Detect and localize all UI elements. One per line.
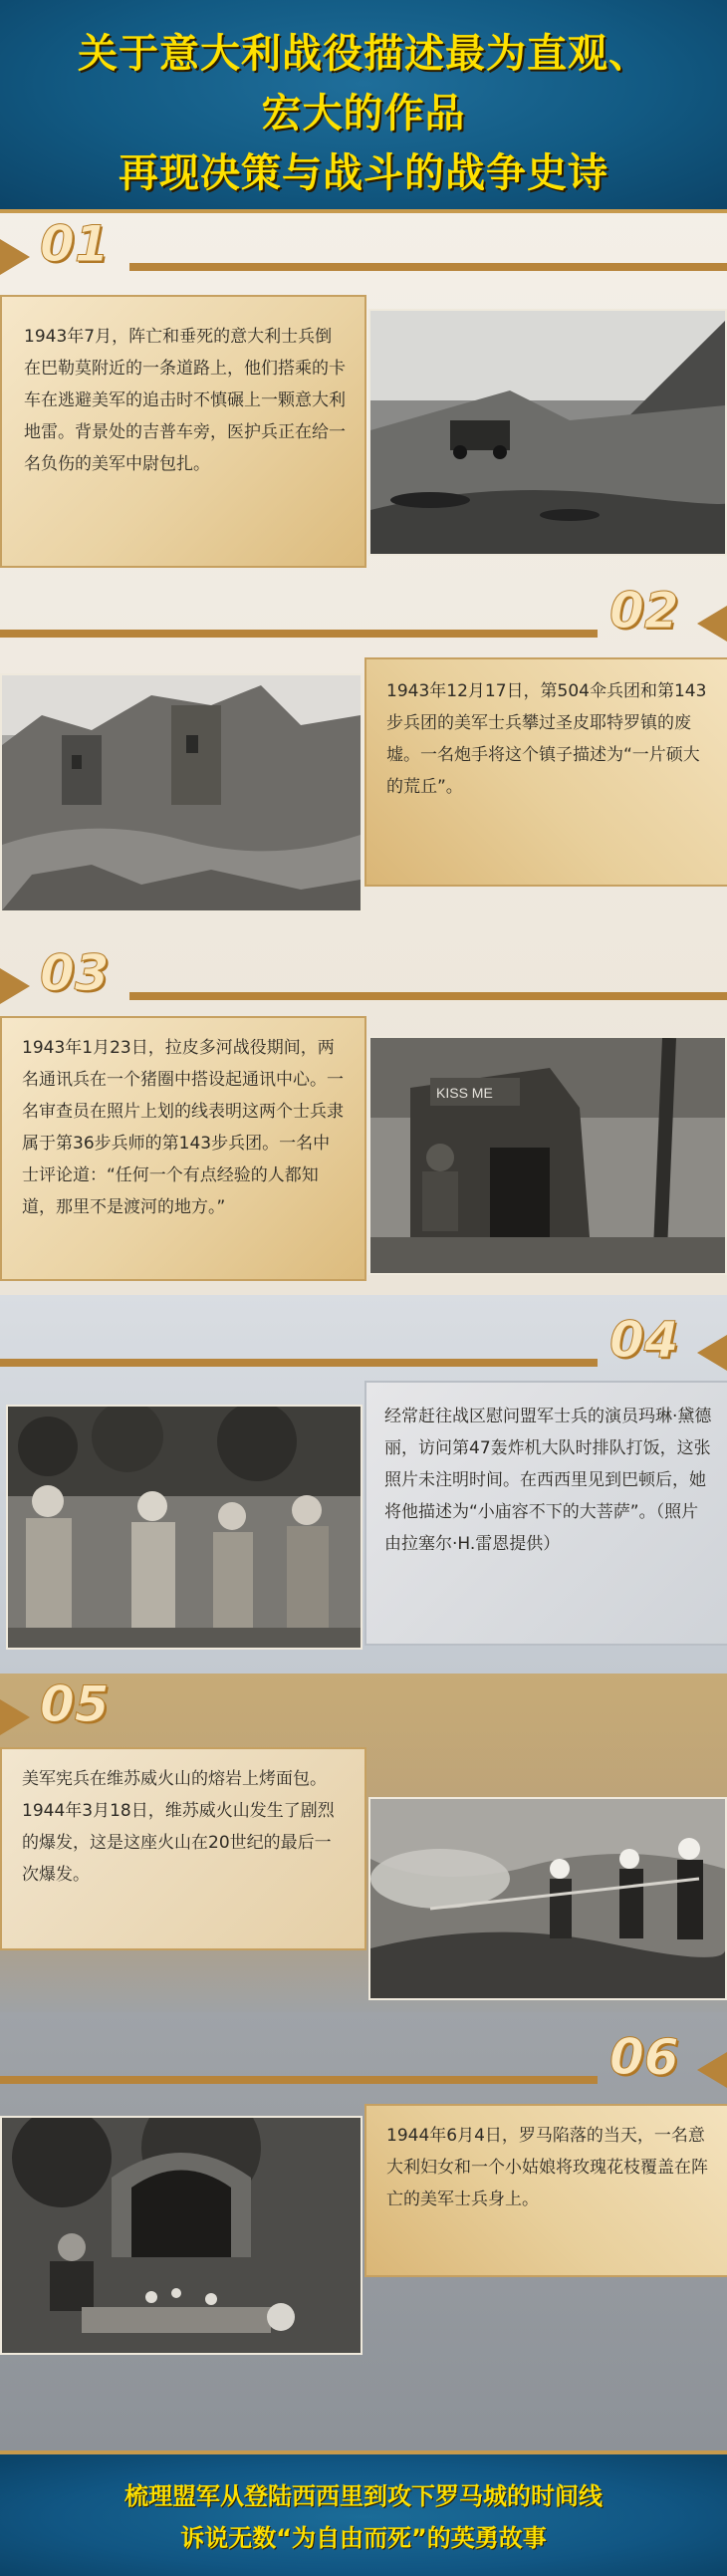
section-02-text-panel xyxy=(364,657,727,887)
section-01-tab xyxy=(0,215,727,275)
section-06-photo xyxy=(0,2116,363,2355)
title-line-2: 宏大的作品 xyxy=(261,90,466,136)
section-06-caption: 1944年6月4日，罗马陷落的当天，一名意大利妇女和一个小姑娘将玫瑰花枝覆盖在阵亡的美军士兵身上。 xyxy=(386,2126,708,2209)
title-line-3: 再现决策与战斗的战争史诗 xyxy=(119,149,608,196)
title-banner xyxy=(0,0,727,213)
section-02-tab xyxy=(0,582,727,642)
section-04-number: 04 xyxy=(609,1311,679,1369)
section-03-photo xyxy=(368,1036,727,1275)
section-05-tab xyxy=(0,1675,727,1735)
section-05-caption: 美军宪兵在维苏威火山的熔岩上烤面包。1944年3月18日，维苏威火山发生了剧烈的爆发，这是这座火山在20世纪的最后一次爆发。 xyxy=(22,1769,335,1885)
section-05-photo xyxy=(368,1797,727,2000)
section-01-caption: 1943年7月，阵亡和垂死的意大利士兵倒在巴勒莫附近的一条道路上，他们搭乘的卡车在逃避美军的追击时不慎碾上一颗意大利地雷。背景处的吉普车旁，医护兵正在给一名负伤的美军中尉包扎。 xyxy=(24,327,346,474)
section-06-text-panel xyxy=(364,2104,727,2277)
section-04-photo xyxy=(6,1405,363,1650)
section-04-tab xyxy=(0,1311,727,1371)
section-03-tab xyxy=(0,944,727,1004)
section-01-text-panel xyxy=(0,295,366,568)
footer-banner xyxy=(0,2450,727,2576)
section-02-number: 02 xyxy=(609,582,679,640)
footer-line-1: 梳理盟军从登陆西西里到攻下罗马城的时间线 xyxy=(124,2482,603,2510)
section-02-caption: 1943年12月17日，第504伞兵团和第143步兵团的美军士兵攀过圣皮耶特罗镇的废墟。一名炮手将这个镇子描述为“一片硕大的荒丘”。 xyxy=(386,681,707,797)
section-02-photo xyxy=(0,673,363,912)
title-line-1: 关于意大利战役描述最为直观、 xyxy=(78,30,649,77)
section-03-number: 03 xyxy=(40,944,110,1002)
section-03-photo-sign: KISS ME xyxy=(436,1085,493,1101)
section-06-number: 06 xyxy=(609,2028,679,2086)
section-01-photo xyxy=(368,309,727,556)
section-01-number: 01 xyxy=(40,215,110,273)
section-03-text-panel xyxy=(0,1016,366,1281)
section-03-caption: 1943年1月23日，拉皮多河战役期间，两名通讯兵在一个猪圈中搭设起通讯中心。一名审查员在照片上划的线表明这两个士兵隶属于第36步兵师的第143步兵团。一名中士评论道：“任何一个有点经验的人都知道，那里不是渡河的地方。” xyxy=(22,1038,344,1217)
section-04-text-panel xyxy=(364,1381,727,1646)
section-05-text-panel xyxy=(0,1747,366,1950)
section-05-number: 05 xyxy=(40,1675,110,1733)
footer-line-2: 诉说无数“为自由而死”的英勇故事 xyxy=(180,2524,547,2552)
section-06-tab xyxy=(0,2028,727,2088)
section-04-caption: 经常赶往战区慰问盟军士兵的演员玛琳·黛德丽，访问第47轰炸机大队时排队打饭，这张照片未注明时间。在西西里见到巴顿后，她将他描述为“小庙容不下的大菩萨”。（照片由拉塞尔·H.雷恩提供） xyxy=(384,1407,712,1554)
